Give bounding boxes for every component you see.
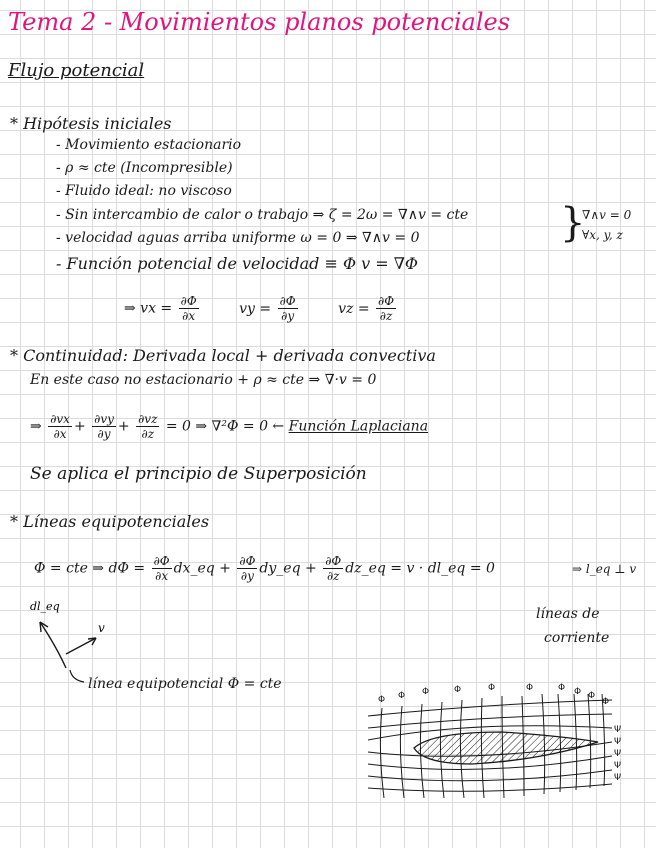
svg-text:Φ: Φ [602,697,610,707]
page-title: Tema 2 - Movimientos planos potenciales [8,8,511,36]
superposicion-line: Se aplica el principio de Superposición [30,464,367,484]
continuity-equation: ⇒ $\frac{\partial vx}{\partial x}$ + $\frac{\partial vy}{\partial y}$ + $\frac{\partial vz}{\partial z}$ = 0 ⇒ ∇²Φ = 0 ← Función Laplaciana [30,412,429,441]
svg-text:Ψ: Ψ [614,773,622,783]
svg-text:Φ: Φ [422,687,430,697]
vx-label: ⇒ vx = [124,300,173,317]
lineas-corriente-label: corriente [544,630,610,646]
dphi-dz: $\frac{\partial\Phi}{\partial z}$ [378,294,395,323]
svg-text:Φ: Φ [454,685,462,695]
pointer-line [70,670,84,682]
right-note-bottom: ∀x, y, z [582,228,623,242]
vector-sketch [26,596,136,686]
velocity-arrow [66,638,96,654]
dvz-dz: $\frac{\partial vz}{\partial z}$ [138,412,158,441]
hipotesis-item: - Movimiento estacionario [56,137,242,153]
vy-label: vy = [239,300,272,317]
hipotesis-item: - velocidad aguas arriba uniforme ω = 0 ⇒ ∇∧v = 0 [56,230,420,246]
brace: } [560,200,586,246]
hipotesis-heading: * Hipótesis iniciales [10,114,172,133]
svg-text:Φ: Φ [398,691,406,701]
vz-label: vz = [338,300,370,317]
v-label: v [98,621,105,635]
svg-text:Ψ: Ψ [614,725,622,735]
dphi-lhs: Φ = cte ⇒ dΦ = [34,560,146,577]
airfoil-shape [414,732,598,764]
svg-text:Φ: Φ [588,691,596,701]
flow-net-diagram [362,680,628,806]
dphi-dz: $\frac{\partial\Phi}{\partial z}$ [325,554,342,583]
laplace-equation: = 0 ⇒ ∇²Φ = 0 ← [165,418,285,435]
equipotential-line [40,622,66,668]
lineas-corriente-label: líneas de [536,606,600,622]
right-note-top: ∇∧v = 0 [582,208,632,222]
perpendicular-result: ⇒ l_eq ⊥ v [572,562,637,576]
implies-arrow: ⇒ [30,418,42,435]
dl-label: dl_eq [30,600,60,613]
svg-text:Ψ: Ψ [614,749,622,759]
hipotesis-item: - ρ ≈ cte (Incompresible) [56,160,233,176]
linea-equipotencial-label: línea equipotencial Φ = cte [88,676,282,692]
continuidad-line: En este caso no estacionario + ρ ≈ cte ⇒ ∇·v = 0 [30,372,377,388]
dphi-dy: $\frac{\partial\Phi}{\partial y}$ [279,294,296,323]
svg-text:Φ: Φ [574,687,582,697]
dphi-dx: $\frac{\partial\Phi}{\partial x}$ [180,294,197,323]
hipotesis-item: - Fluido ideal: no viscoso [56,183,232,199]
svg-text:Ψ: Ψ [614,761,622,771]
psi-markers [614,725,621,783]
svg-text:Ψ: Ψ [614,737,622,747]
svg-text:Φ: Φ [558,683,566,693]
dvy-dy: $\frac{\partial vy}{\partial y}$ [94,412,114,441]
laplaciana-label: Función Laplaciana [288,418,429,435]
dvx-dx: $\frac{\partial vx}{\partial x}$ [50,412,70,441]
velocity-components [124,294,398,323]
svg-text:Φ: Φ [378,695,386,705]
dphi-dx: $\frac{\partial\Phi}{\partial x}$ [153,554,170,583]
svg-text:Φ: Φ [526,683,534,693]
continuidad-heading: * Continuidad: Derivada local + derivada convectiva [10,346,436,365]
dphi-dy: $\frac{\partial\Phi}{\partial y}$ [239,554,256,583]
section-heading-flujo: Flujo potencial [8,60,145,81]
equipotenciales-heading: * Líneas equipotenciales [10,512,210,531]
equipotential-equation: Φ = cte ⇒ dΦ = $\frac{\partial\Phi}{\partial x}$ dx_eq + $\frac{\partial\Phi}{\partial y}$ dy_eq + $\frac{\partial\Phi}{\partial z}$ dz_eq = v · dl_eq = 0 [34,554,495,583]
hipotesis-item: - Sin intercambio de calor o trabajo ⇒ ζ = 2ω = ∇∧v = cte [56,207,469,223]
hipotesis-item: - Función potencial de velocidad ≡ Φ v = ∇Φ [56,254,419,273]
svg-text:Φ: Φ [488,683,496,693]
